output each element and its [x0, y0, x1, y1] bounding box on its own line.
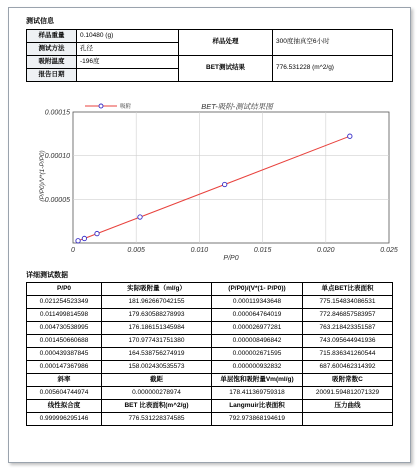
- table-cell: 0.000119343648: [212, 296, 303, 309]
- x-tick-label: 0.025: [380, 247, 398, 254]
- sample-treatment-value: 300度抽真空6小时: [273, 30, 393, 56]
- table-cell: 0.011499814598: [27, 309, 102, 322]
- summary-header-row: [27, 374, 393, 387]
- header-cell: 单层饱和吸附量Vm(ml/g): [212, 374, 303, 387]
- table-cell: 763.218423351587: [303, 322, 393, 335]
- test-method-value: 孔径: [77, 43, 179, 56]
- table-cell: 687.600462314392: [303, 361, 393, 374]
- table-cell: [303, 413, 393, 426]
- detail-data-title: 详细测试数据: [26, 272, 68, 279]
- table-cell: 772.846857583957: [303, 309, 393, 322]
- x-tick-label: 0.005: [127, 247, 145, 254]
- table-cell: 0.000147367986: [27, 361, 102, 374]
- table-cell: 0.004730538995: [27, 322, 102, 335]
- bet-chart: [9, 98, 410, 268]
- test-info-title: 测试信息: [26, 18, 54, 25]
- table-cell: 0.000064764019: [212, 309, 303, 322]
- header-cell: 线性拟合度: [27, 400, 102, 413]
- report-date-label: 报告日期: [27, 69, 77, 82]
- header-cell: 吸附常数C: [303, 374, 393, 387]
- table-cell: 0.021254523349: [27, 296, 102, 309]
- data-point: [348, 134, 352, 138]
- y-tick-labels: [45, 110, 70, 204]
- table-cell: 176.186151345984: [102, 322, 212, 335]
- table-cell: 775.154834086531: [303, 296, 393, 309]
- table-row: [27, 361, 393, 374]
- report-date-value: [77, 69, 179, 82]
- table-cell: 170.977431751380: [102, 335, 212, 348]
- table-cell: 0.999996295146: [27, 413, 102, 426]
- test-method-label: 测试方法: [27, 43, 77, 56]
- data-point: [95, 231, 99, 235]
- header-cell: BET 比表面积(m^2/g): [102, 400, 212, 413]
- adsorption-temp-label: 吸附温度: [27, 56, 77, 69]
- table-cell: 0.001450660688: [27, 335, 102, 348]
- test-info-table: [26, 29, 393, 82]
- data-point: [82, 236, 86, 240]
- table-row: [27, 348, 393, 361]
- table-cell: 181.962667042155: [102, 296, 212, 309]
- table-row: [27, 296, 393, 309]
- table-cell: 0.000026977281: [212, 322, 303, 335]
- y-axis-label: (P/P0)/V*(1-P/P0): [39, 150, 46, 202]
- table-cell: 20091.594812071329: [303, 387, 393, 400]
- detail-header-row: [27, 283, 393, 296]
- summary-value-row: [27, 413, 393, 426]
- header-cell: Langmuir比表面积: [212, 400, 303, 413]
- x-tick-label: 0.015: [253, 247, 272, 254]
- table-cell: 0.000008496842: [212, 335, 303, 348]
- table-cell: 179.630588278993: [102, 309, 212, 322]
- header-cell: 单点BET比表面积: [303, 283, 393, 296]
- chart-title: BET-吸附-测试结果图: [201, 102, 273, 111]
- table-row: [27, 309, 393, 322]
- table-cell: 0.000000932832: [212, 361, 303, 374]
- header-cell: P/P0: [27, 283, 102, 296]
- table-cell: 158.002430535573: [102, 361, 212, 374]
- table-cell: 0.000000278974: [102, 387, 212, 400]
- x-axis-label: P/P0: [223, 255, 239, 262]
- bet-result-value: 776.531228 (m^2/g): [273, 56, 393, 82]
- x-tick-label: 0.010: [190, 247, 209, 254]
- table-row: [27, 322, 393, 335]
- y-tick-label: 0.00010: [44, 153, 70, 161]
- header-cell: (P/P0)/(V*(1- P/P0)): [212, 283, 303, 296]
- legend-marker: [99, 104, 103, 108]
- data-point: [76, 239, 80, 243]
- table-cell: 743.095644941936: [303, 335, 393, 348]
- sample-treatment-label: 样品处理: [179, 30, 273, 56]
- table-cell: 715.836341260544: [303, 348, 393, 361]
- table-cell: 164.538756274919: [102, 348, 212, 361]
- header-cell: 实际吸附量（ml/g）: [102, 283, 212, 296]
- plot-area: [73, 112, 389, 243]
- bet-result-label: BET测试结果: [179, 56, 273, 82]
- table-cell: 0.000002671595: [212, 348, 303, 361]
- summary-header-row: [27, 400, 393, 413]
- legend-label: 吸附: [120, 104, 132, 110]
- header-cell: 斜率: [27, 374, 102, 387]
- data-point: [222, 182, 226, 186]
- detail-data-table: [26, 282, 393, 426]
- x-tick-labels: [71, 247, 398, 254]
- summary-value-row: [27, 387, 393, 400]
- x-tick-label: 0: [71, 247, 75, 254]
- header-cell: 截距: [102, 374, 212, 387]
- table-cell: 0.000439387845: [27, 348, 102, 361]
- data-point: [138, 215, 142, 219]
- sample-weight-label: 样品重量: [27, 30, 77, 43]
- table-cell: 792.973868194619: [212, 413, 303, 426]
- table-cell: 178.411369759318: [212, 387, 303, 400]
- x-tick-label: 0.020: [317, 247, 335, 254]
- y-tick-label: 0.00015: [44, 109, 70, 117]
- table-cell: 776.531228374585: [102, 413, 212, 426]
- y-tick-label: 0.00005: [44, 196, 70, 204]
- adsorption-temp-value: -196度: [77, 56, 179, 69]
- sample-weight-value: 0.10480 (g): [77, 30, 179, 43]
- report-page: [8, 7, 411, 463]
- table-cell: 0.005604744974: [27, 387, 102, 400]
- header-cell: 压力曲线: [303, 400, 393, 413]
- table-row: [27, 335, 393, 348]
